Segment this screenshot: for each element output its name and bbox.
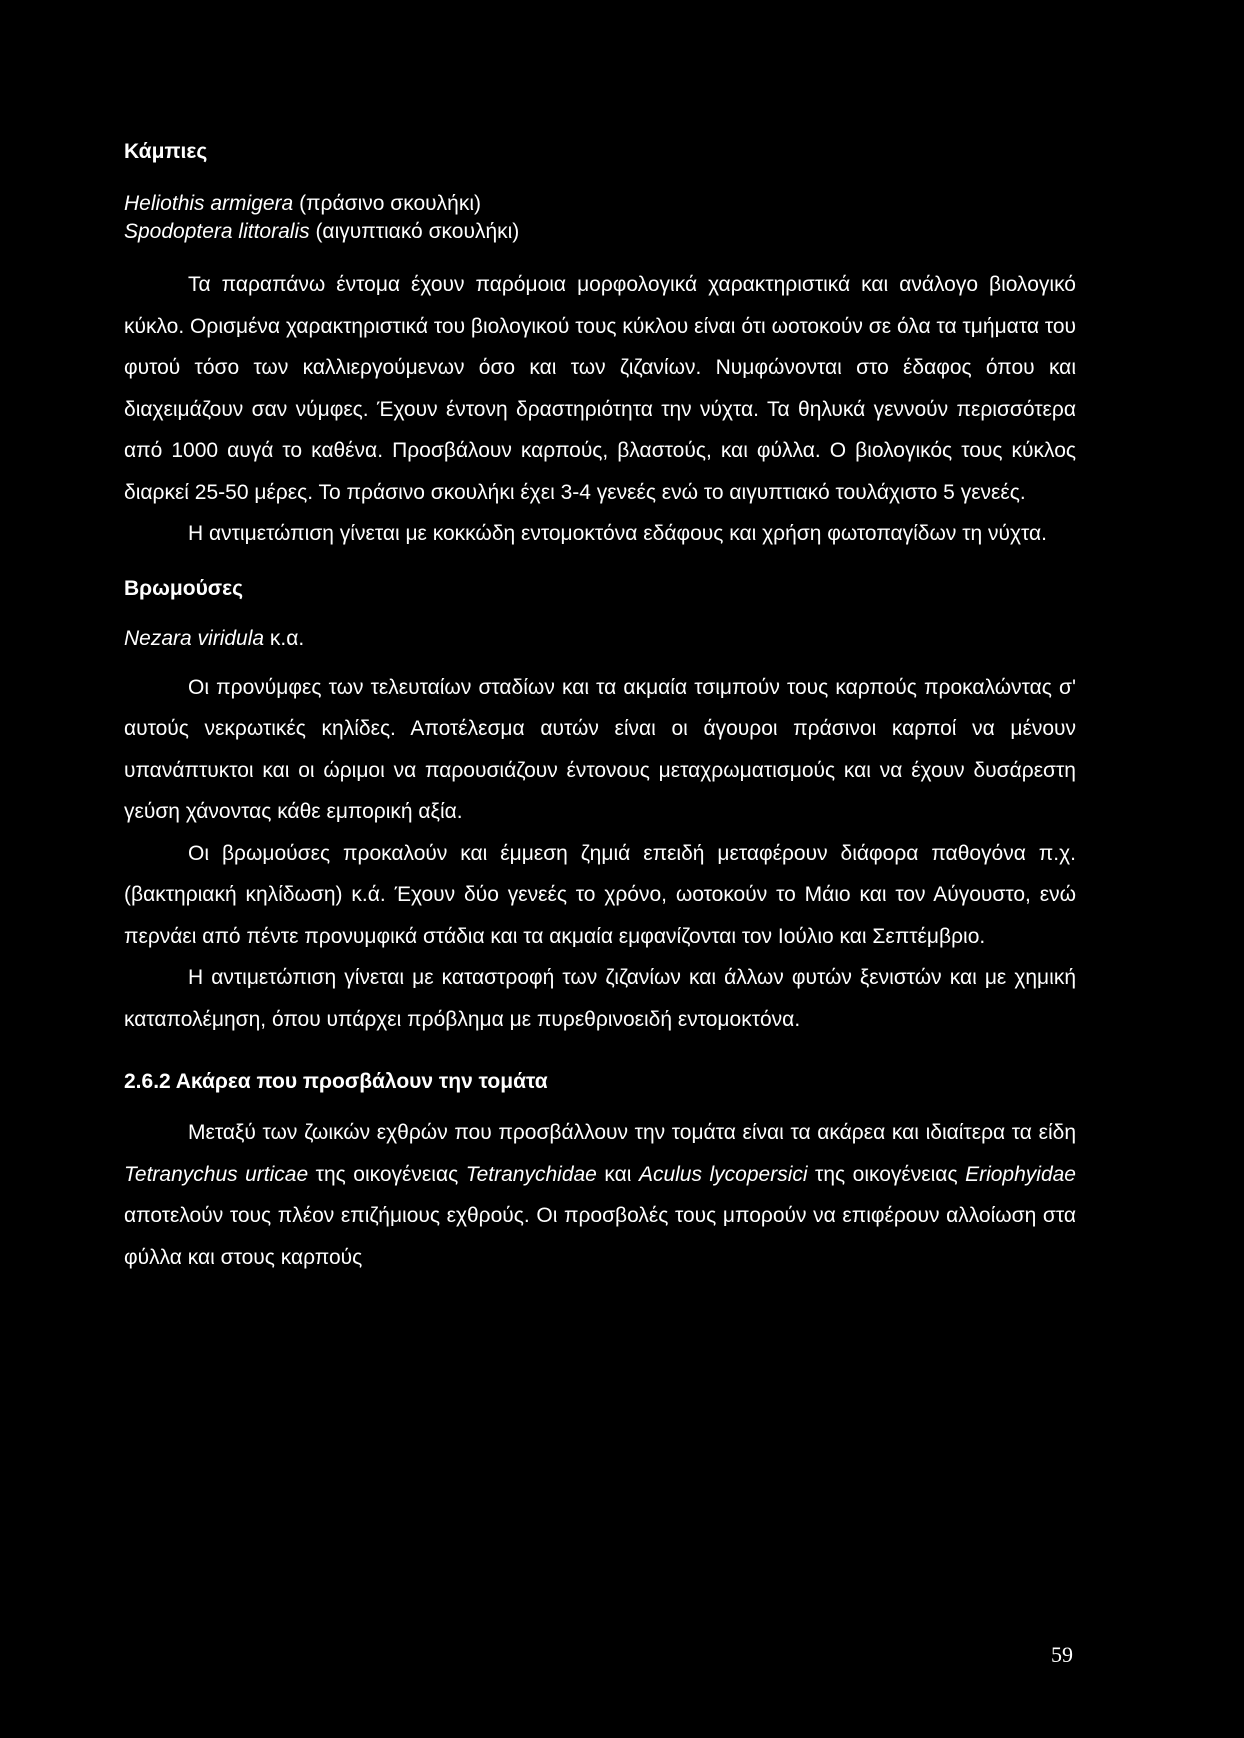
paragraph: Τα παραπάνω έντομα έχουν παρόμοια μορφολογικά χαρακτηριστικά και ανάλογο βιολογικό κύκλο. Ορισμένα χαρακτηριστικά του βιολογικού τους κύκλου είναι ότι ωοτοκούν σε όλα τα τμήματα του φυτού τόσο των καλλιεργούμενων όσο και των ζιζανίων. Νυμφώνονται στο έδαφος όπου και διαχειμάζουν σαν νύμφες. Έχουν έντονη δραστηριότητα την νύχτα. Τα θηλυκά γεννούν περισσότερα από 1000 αυγά το καθένα. Προσβάλουν καρπούς, βλαστούς, και φύλλα. Ο βιολογικός τους κύκλος διαρκεί 25-50 μέρες. Το πράσινο σκουλήκι έχει 3-4 γενεές ενώ το αιγυπτιακό τουλάχιστο 5 γενεές. <box>124 273 1076 504</box>
species-common-name: (πράσινο σκουλήκι) <box>293 192 481 215</box>
section-heading-mites: 2.6.2 Ακάρεα που προσβάλουν την τομάτα <box>124 1070 548 1093</box>
paragraph: Η αντιμετώπιση γίνεται με καταστροφή των ζιζανίων και άλλων φυτών ξενιστών και με χημική καταπολέμηση, όπου υπάρχει πρόβλημα με πυρεθρινοειδή εντομοκτόνα. <box>124 966 1076 1031</box>
species-latin-name: Aculus lycopersici <box>638 1162 808 1186</box>
paragraph: Οι προνύμφες των τελευταίων σταδίων και τα ακμαία τσιμπούν τους καρπούς προκαλώντας σ' αυτούς νεκρωτικές κηλίδες. Αποτέλεσμα αυτών είναι οι άγουροι πράσινοι καρποί να μένουν υπανάπτυκτοι και οι ώριμοι να παρουσιάζουν έντονους μεταχρωματισμούς και να έχουν δυσάρεστη γεύση χάνοντας κάθε εμπορική αξία. <box>124 675 1076 823</box>
species-line <box>124 625 1076 653</box>
section-heading-caterpillars: Κάμπιες <box>124 140 208 163</box>
paragraph: Μεταξύ των ζωικών εχθρών που προσβάλλουν την τομάτα είναι τα ακάρεα και ιδιαίτερα τα είδη Tetranychus urticae της οικογένειας Tetranychidae και Aculus lycopersici της οικογένειας Eriophyidae αποτελούν τους πλέον επιζήμιους εχθρούς. Οι προσβολές τους μπορούν να επιφέρουν αλλοίωση στα φύλλα και στους καρπούς <box>124 1121 1076 1269</box>
page-content <box>124 138 1076 1278</box>
species-latin-name: Nezara viridula <box>124 626 265 650</box>
species-latin-name: Heliothis armigera <box>124 192 294 215</box>
species-line <box>124 190 1076 218</box>
page-number: 59 <box>1051 1642 1073 1667</box>
paragraph: Η αντιμετώπιση γίνεται με κοκκώδη εντομοκτόνα εδάφους και χρήση φωτοπαγίδων τη νύχτα. <box>188 522 1048 545</box>
species-suffix: κ.α. <box>264 626 305 650</box>
species-latin-name: Tetranychus urticae <box>124 1162 309 1186</box>
family-latin-name: Eriophyidae <box>965 1162 1076 1186</box>
family-latin-name: Tetranychidae <box>465 1162 597 1186</box>
species-line <box>124 218 1076 246</box>
species-common-name: (αιγυπτιακό σκουλήκι) <box>309 220 520 243</box>
species-latin-name: Spodoptera littoralis <box>124 220 310 243</box>
section-heading-stink-bugs: Βρωμούσες <box>124 576 244 600</box>
paragraph: Οι βρωμούσες προκαλούν και έμμεση ζημιά επειδή μεταφέρουν διάφορα παθογόνα π.χ. (βακτηριακή κηλίδωση) κ.ά. Έχουν δύο γενεές το χρόνο, ωοτοκούν το Μάιο και τον Αύγουστο, ενώ περνάει από πέντε προνυμφικά στάδια και τα ακμαία εμφανίζονται τον Ιούλιο και Σεπτέμβριο. <box>124 841 1076 948</box>
